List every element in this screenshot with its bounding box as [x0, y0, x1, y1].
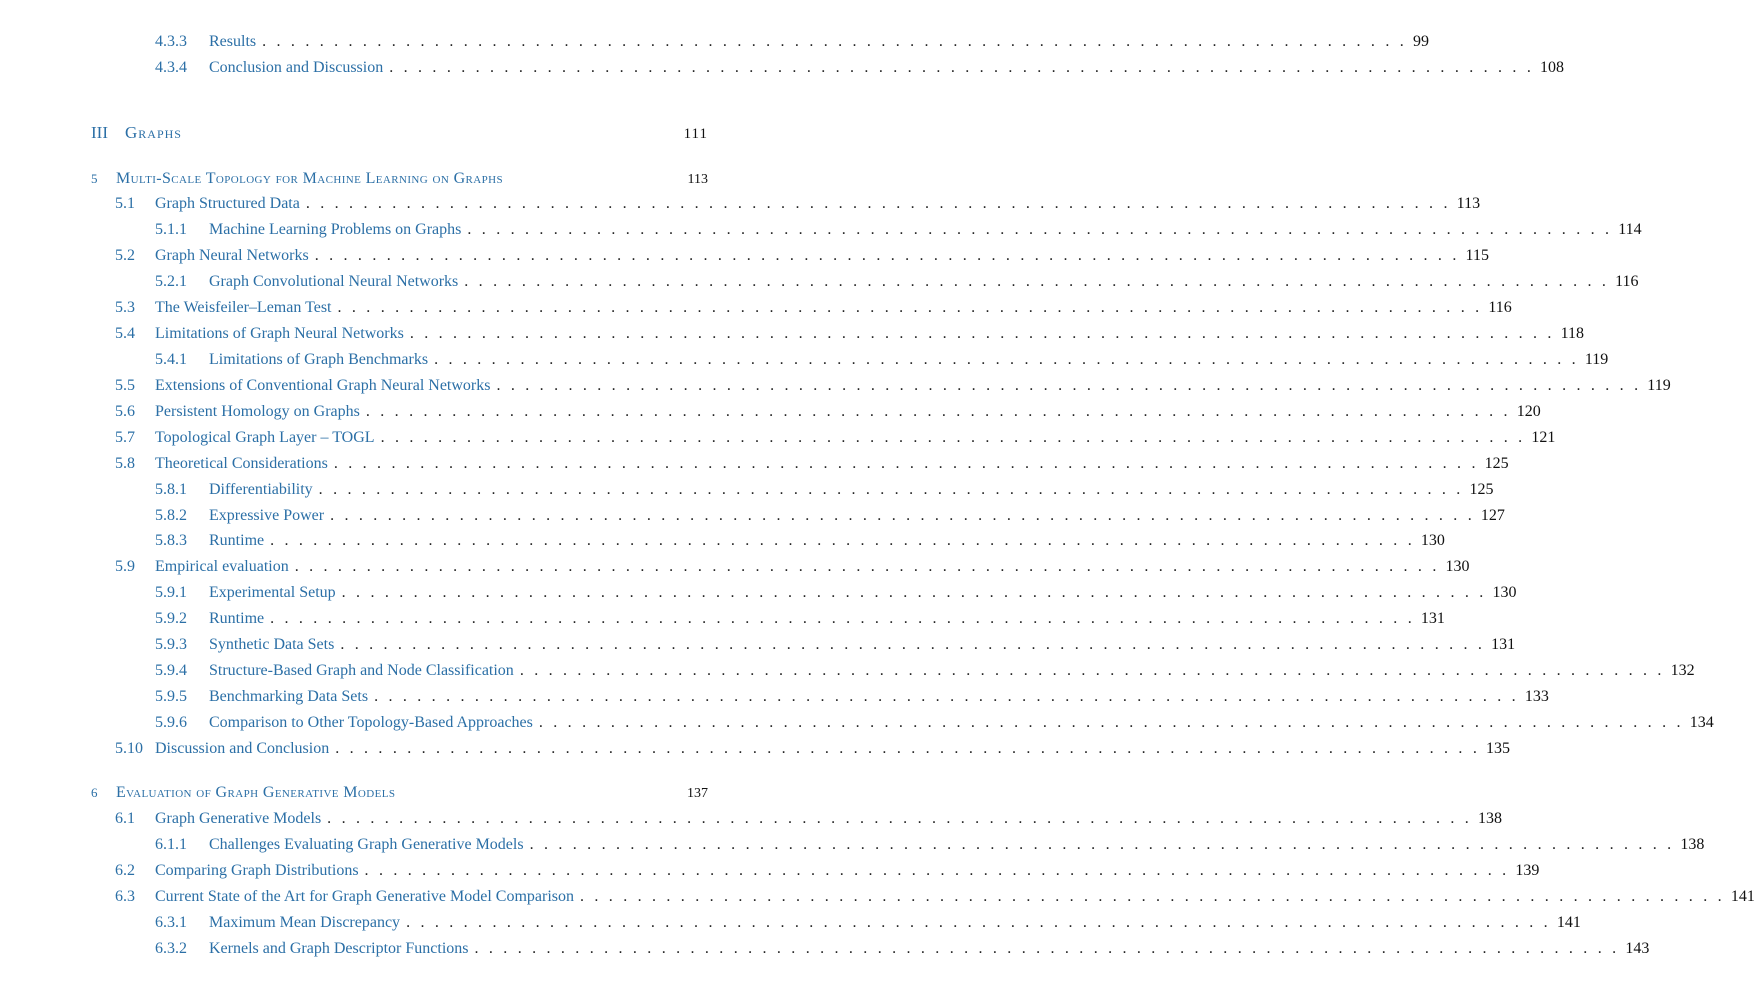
toc-entry-number: 5.5	[115, 377, 135, 394]
toc-entry-title[interactable]: Conclusion and Discussion	[209, 59, 384, 76]
dot-leader: . . . . . . . . . . . . . . . . . . . . . . . . . . . . . . . . . . . . . . . . . . . . . . . . . . . . . . . . . . . . . . . . . . . . . . . . . . . . . . . .	[365, 403, 1511, 420]
toc-page-number: 135	[1486, 740, 1511, 757]
dot-leader: . . . . . . . . . . . . . . . . . . . . . . . . . . . . . . . . . . . . . . . . . . . . . . . . . . . . . . . . . . . . . . . . . . . . . . . . . . . . . . . .	[335, 740, 1481, 757]
dot-leader: . . . . . . . . . . . . . . . . . . . . . . . . . . . . . . . . . . . . . . . . . . . . . . . . . . . . . . . . . . . . . . . . . . . . . . . . . . . . . . . .	[333, 455, 1479, 472]
toc-page-number: 131	[1491, 636, 1516, 653]
toc-entry[interactable]	[115, 886, 1755, 908]
toc-entry[interactable]	[115, 375, 1671, 397]
toc-entry-number: 5.9.1	[155, 584, 187, 601]
toc-entry[interactable]	[115, 401, 1541, 423]
toc-entry-number: 5.8.1	[155, 481, 187, 498]
toc-entry-title[interactable]: Structure-Based Graph and Node Classification	[209, 662, 514, 679]
toc-entry[interactable]	[155, 582, 1517, 604]
toc-page-number: 125	[1469, 481, 1494, 498]
toc-page-number: 143	[1625, 940, 1650, 957]
toc-page-number: 127	[1480, 507, 1505, 524]
toc-entry[interactable]	[115, 556, 1470, 578]
toc-entry-title[interactable]: The Weisfeiler–Leman Test	[155, 299, 332, 316]
toc-chapter-entry[interactable]	[91, 168, 708, 190]
toc-page-number: 138	[1477, 810, 1502, 827]
toc-entry-number: 5.9.6	[155, 714, 187, 731]
toc-entry-number: 5.9	[115, 558, 135, 575]
toc-page-number: 141	[1556, 914, 1581, 931]
toc-entry[interactable]	[155, 31, 1429, 53]
dot-leader: . . . . . . . . . . . . . . . . . . . . . . . . . . . . . . . . . . . . . . . . . . . . . . . . . . . . . . . . . . . . . . . . . . . . . . . . . . . . . . . .	[327, 810, 1472, 827]
toc-entry-number: 6	[91, 785, 98, 800]
toc-entry[interactable]	[115, 245, 1489, 267]
toc-entry-number: 5.9.4	[155, 662, 187, 679]
dot-leader: . . . . . . . . . . . . . . . . . . . . . . . . . . . . . . . . . . . . . . . . . . . . . . . . . . . . . . . . . . . . . . . . . . . . . . . . . . . . . . . .	[270, 532, 1415, 549]
toc-entry-title[interactable]: Synthetic Data Sets	[209, 636, 335, 653]
toc-entry-number: 6.1	[115, 810, 135, 827]
dot-leader: . . . . . . . . . . . . . . . . . . . . . . . . . . . . . . . . . . . . . . . . . . . . . . . . . . . . . . . . . . . . . . . . . . . . . . . . . . . . . . . .	[305, 195, 1451, 212]
toc-entry[interactable]	[115, 323, 1585, 345]
toc-entry[interactable]	[155, 686, 1549, 708]
toc-page-number: 113	[1456, 195, 1481, 212]
toc-entry-number: 6.3.2	[155, 940, 187, 957]
toc-entry-title[interactable]: Runtime	[209, 610, 265, 627]
toc-entry[interactable]	[155, 608, 1445, 630]
toc-entry[interactable]	[115, 193, 1481, 215]
dot-leader: . . . . . . . . . . . . . . . . . . . . . . . . . . . . . . . . . . . . . . . . . . . . . . . . . . . . . . . . . . . . . . . . . . . . . . . . . . . . . . . .	[364, 862, 1510, 879]
toc-page-number: 138	[1680, 836, 1705, 853]
dot-leader: . . . . . . . . . . . . . . . . . . . . . . . . . . . . . . . . . . . . . . . . . . . . . . . . . . . . . . . . . . . . . . . . . . . . . . . . . . . . . . . .	[519, 662, 1665, 679]
toc-entry[interactable]	[155, 634, 1516, 656]
toc-entry[interactable]	[115, 297, 1512, 319]
dot-leader: . . . . . . . . . . . . . . . . . . . . . . . . . . . . . . . . . . . . . . . . . . . . . . . . . . . . . . . . . . . . . . . . . . . . . . . . . . . . . . . .	[467, 221, 1613, 238]
toc-entry-title[interactable]: Graph Neural Networks	[155, 247, 309, 264]
toc-page-number: 133	[1524, 688, 1549, 705]
toc-entry-number: 6.3.1	[155, 914, 187, 931]
toc-entry[interactable]	[155, 834, 1705, 856]
dot-leader: . . . . . . . . . . . . . . . . . . . . . . . . . . . . . . . . . . . . . . . . . . . . . . . . . . . . . . . . . . . . . . . . . . . . . . . . . . . . . . . .	[341, 584, 1487, 601]
toc-entry-title[interactable]: Machine Learning Problems on Graphs	[209, 221, 462, 238]
toc-entry-title[interactable]: Limitations of Graph Benchmarks	[209, 351, 429, 368]
toc-page-number: 141	[1730, 888, 1755, 905]
toc-entry-number: 5.9.2	[155, 610, 187, 627]
toc-entry-title[interactable]: Comparing Graph Distributions	[155, 862, 359, 879]
toc-page-number: 115	[1465, 247, 1489, 264]
toc-entry-number: 5.1	[115, 195, 135, 212]
toc-part-entry[interactable]	[91, 122, 708, 144]
toc-entry[interactable]	[155, 479, 1494, 501]
toc-entry[interactable]	[155, 912, 1581, 934]
dot-leader: . . . . . . . . . . . . . . . . . . . . . . . . . . . . . . . . . . . . . . . . . . . . . . . . . . . . . . . . . . . . . . . . . . . . . . . . . . . . . . . .	[337, 299, 1483, 316]
toc-entry-title[interactable]: Graph Generative Models	[155, 810, 322, 827]
toc-entry[interactable]	[155, 219, 1642, 241]
toc-entry-number: 5.10	[115, 740, 143, 757]
toc-entry-title[interactable]: Expressive Power	[209, 507, 325, 524]
toc-entry-title[interactable]: Multi-Scale Topology for Machine Learning on Graphs	[116, 170, 503, 187]
dot-leader: . . . . . . . . . . . . . . . . . . . . . . . . . . . . . . . . . . . . . . . . . . . . . . . . . . . . . . . . . . . . . . . . . . . . . . . . . . . . . . . .	[496, 377, 1642, 394]
toc-entry-number: 5.2	[115, 247, 135, 264]
toc-entry[interactable]	[115, 738, 1511, 760]
dot-leader: . . . . . . . . . . . . . . . . . . . . . . . . . . . . . . . . . . . . . . . . . . . . . . . . . . . . . . . . . . . . . . . . . . . . . . . . . . . . . . . .	[374, 688, 1519, 705]
dot-leader: . . . . . . . . . . . . . . . . . . . . . . . . . . . . . . . . . . . . . . . . . . . . . . . . . . . . . . . . . . . . . . . . . . . . . . . . . . . . . . . .	[409, 325, 1555, 342]
toc-entry-title[interactable]: Challenges Evaluating Graph Generative Models	[209, 836, 524, 853]
toc-entry-title[interactable]: Maximum Mean Discrepancy	[209, 914, 401, 931]
toc-page-number: 130	[1420, 532, 1445, 549]
dot-leader: . . . . . . . . . . . . . . . . . . . . . . . . . . . . . . . . . . . . . . . . . . . . . . . . . . . . . . . . . . . . . . . . . . . . . . . . . . . . . . . .	[314, 247, 1460, 264]
toc-entry-title[interactable]: Graphs	[125, 123, 182, 142]
toc-entry[interactable]	[155, 505, 1505, 527]
toc-entry-title[interactable]: Discussion and Conclusion	[155, 740, 330, 757]
toc-entry[interactable]	[155, 349, 1609, 371]
toc-entry-title[interactable]: Theoretical Considerations	[155, 455, 328, 472]
toc-entry-number: 5.2.1	[155, 273, 187, 290]
toc-entry[interactable]	[155, 660, 1695, 682]
toc-entry-number: 5.3	[115, 299, 135, 316]
toc-page-number: 120	[1516, 403, 1541, 420]
toc-entry-number: 5.7	[115, 429, 135, 446]
toc-entry[interactable]	[155, 712, 1714, 734]
toc-entry[interactable]	[155, 530, 1445, 552]
dot-leader: . . . . . . . . . . . . . . . . . . . . . . . . . . . . . . . . . . . . . . . . . . . . . . . . . . . . . . . . . . . . . . . . . . . . . . . . . . . . . . . .	[538, 714, 1684, 731]
dot-leader: . . . . . . . . . . . . . . . . . . . . . . . . . . . . . . . . . . . . . . . . . . . . . . . . . . . . . . . . . . . . . . . . . . . . . . . . . . . . . . . .	[434, 351, 1579, 368]
toc-page-number: 132	[1670, 662, 1695, 679]
toc-entry-number: 6.2	[115, 862, 135, 879]
toc-entry-title[interactable]: Runtime	[209, 532, 265, 549]
toc-entry-number: 5.4	[115, 325, 135, 342]
toc-page-number: 116	[1615, 273, 1639, 290]
toc-page-number: 119	[1647, 377, 1671, 394]
dot-leader: . . . . . . . . . . . . . . . . . . . . . . . . . . . . . . . . . . . . . . . . . . . . . . . . . . . . . . . . . . . . . . . . . . . . . . . . . . . . . . . .	[262, 33, 1407, 50]
toc-page-number: 130	[1492, 584, 1517, 601]
toc-entry-title[interactable]: Current State of the Art for Graph Generative Model Comparison	[155, 888, 574, 905]
toc-page-number: 108	[1540, 59, 1565, 76]
dot-leader: . . . . . . . . . . . . . . . . . . . . . . . . . . . . . . . . . . . . . . . . . . . . . . . . . . . . . . . . . . . . . . . . . . . . . . . . . . . . . . . .	[464, 273, 1610, 290]
toc-chapter-entry[interactable]	[91, 782, 708, 804]
toc-entry-title[interactable]: Kernels and Graph Descriptor Functions	[209, 940, 469, 957]
toc-page-number: 114	[1618, 221, 1642, 238]
toc-entry-number: 5.6	[115, 403, 135, 420]
toc-entry-number: 5.4.1	[155, 351, 187, 368]
dot-leader: . . . . . . . . . . . . . . . . . . . . . . . . . . . . . . . . . . . . . . . . . . . . . . . . . . . . . . . . . . . . . . . . . . . . . . . . . . . . . . . .	[529, 836, 1675, 853]
toc-entry-number: 5.9.5	[155, 688, 187, 705]
toc-entry-title[interactable]: Empirical evaluation	[155, 558, 289, 575]
toc-entry[interactable]	[115, 860, 1540, 882]
toc-entry[interactable]	[155, 57, 1565, 79]
toc-page-number: 113	[687, 172, 708, 187]
toc-entry-title[interactable]: Differentiability	[209, 481, 313, 498]
dot-leader: . . . . . . . . . . . . . . . . . . . . . . . . . . . . . . . . . . . . . . . . . . . . . . . . . . . . . . . . . . . . . . . . . . . . . . . . . . . . . . . .	[330, 507, 1475, 524]
toc-page-number: 134	[1689, 714, 1714, 731]
toc-entry-number: 5.8	[115, 455, 135, 472]
toc-page-number: 121	[1531, 429, 1556, 446]
toc-entry-number: 6.3	[115, 888, 135, 905]
dot-leader: . . . . . . . . . . . . . . . . . . . . . . . . . . . . . . . . . . . . . . . . . . . . . . . . . . . . . . . . . . . . . . . . . . . . . . . . . . . . . . . .	[340, 636, 1486, 653]
toc-entry-number: 5.1.1	[155, 221, 187, 238]
toc-entry-title[interactable]: Benchmarking Data Sets	[209, 688, 369, 705]
toc-entry-number: III	[91, 123, 108, 142]
toc-entry-title[interactable]: Experimental Setup	[209, 584, 336, 601]
toc-entry-title[interactable]: Evaluation of Graph Generative Models	[116, 784, 396, 801]
dot-leader: . . . . . . . . . . . . . . . . . . . . . . . . . . . . . . . . . . . . . . . . . . . . . . . . . . . . . . . . . . . . . . . . . . . . . . . . . . . . . . . .	[406, 914, 1551, 931]
toc-entry-title[interactable]: Comparison to Other Topology-Based Approaches	[209, 714, 533, 731]
toc-entry-title[interactable]: Limitations of Graph Neural Networks	[155, 325, 404, 342]
toc-page-number: 125	[1484, 455, 1509, 472]
dot-leader: . . . . . . . . . . . . . . . . . . . . . . . . . . . . . . . . . . . . . . . . . . . . . . . . . . . . . . . . . . . . . . . . . . . . . . . . . . . . . . . .	[318, 481, 1464, 498]
toc-entry-number: 6.1.1	[155, 836, 187, 853]
toc-page-number: 111	[683, 126, 708, 142]
toc-entry-title[interactable]: Extensions of Conventional Graph Neural Networks	[155, 377, 491, 394]
toc-entry[interactable]	[115, 453, 1509, 475]
toc-entry-number: 5.8.2	[155, 507, 187, 524]
toc-page-number: 137	[687, 786, 708, 801]
toc-entry-number: 5.8.3	[155, 532, 187, 549]
toc-entry-number: 4.3.4	[155, 59, 187, 76]
toc-entry-title[interactable]: Topological Graph Layer – TOGL	[155, 429, 375, 446]
toc-entry-title[interactable]: Graph Structured Data	[155, 195, 300, 212]
toc-entry[interactable]	[155, 271, 1639, 293]
toc-entry-number: 4.3.3	[155, 33, 187, 50]
toc-page-number: 119	[1584, 351, 1609, 368]
toc-entry-number: 5	[91, 171, 98, 186]
toc-entry[interactable]	[115, 808, 1502, 830]
toc-entry-title[interactable]: Graph Convolutional Neural Networks	[209, 273, 459, 290]
dot-leader: . . . . . . . . . . . . . . . . . . . . . . . . . . . . . . . . . . . . . . . . . . . . . . . . . . . . . . . . . . . . . . . . . . . . . . . . . . . . . . . .	[294, 558, 1440, 575]
toc-page-number: 99	[1412, 33, 1429, 50]
toc-page-number: 130	[1445, 558, 1470, 575]
toc-page-number: 131	[1420, 610, 1445, 627]
dot-leader: . . . . . . . . . . . . . . . . . . . . . . . . . . . . . . . . . . . . . . . . . . . . . . . . . . . . . . . . . . . . . . . . . . . . . . . . . . . . . . . .	[580, 888, 1725, 905]
toc-entry-title[interactable]: Results	[209, 33, 257, 50]
dot-leader: . . . . . . . . . . . . . . . . . . . . . . . . . . . . . . . . . . . . . . . . . . . . . . . . . . . . . . . . . . . . . . . . . . . . . . . . . . . . . . . .	[270, 610, 1415, 627]
toc-entry-title[interactable]: Persistent Homology on Graphs	[155, 403, 360, 420]
toc-page-number: 118	[1560, 325, 1585, 342]
toc-page-number: 116	[1488, 299, 1512, 316]
toc-entry[interactable]	[115, 427, 1556, 449]
dot-leader: . . . . . . . . . . . . . . . . . . . . . . . . . . . . . . . . . . . . . . . . . . . . . . . . . . . . . . . . . . . . . . . . . . . . . . . . . . . . . . . .	[389, 59, 1535, 76]
toc-entry[interactable]	[155, 938, 1650, 960]
toc-page-number: 139	[1515, 862, 1540, 879]
dot-leader: . . . . . . . . . . . . . . . . . . . . . . . . . . . . . . . . . . . . . . . . . . . . . . . . . . . . . . . . . . . . . . . . . . . . . . . . . . . . . . . .	[380, 429, 1526, 446]
toc-entry-number: 5.9.3	[155, 636, 187, 653]
dot-leader: . . . . . . . . . . . . . . . . . . . . . . . . . . . . . . . . . . . . . . . . . . . . . . . . . . . . . . . . . . . . . . . . . . . . . . . . . . . . . . . .	[474, 940, 1620, 957]
